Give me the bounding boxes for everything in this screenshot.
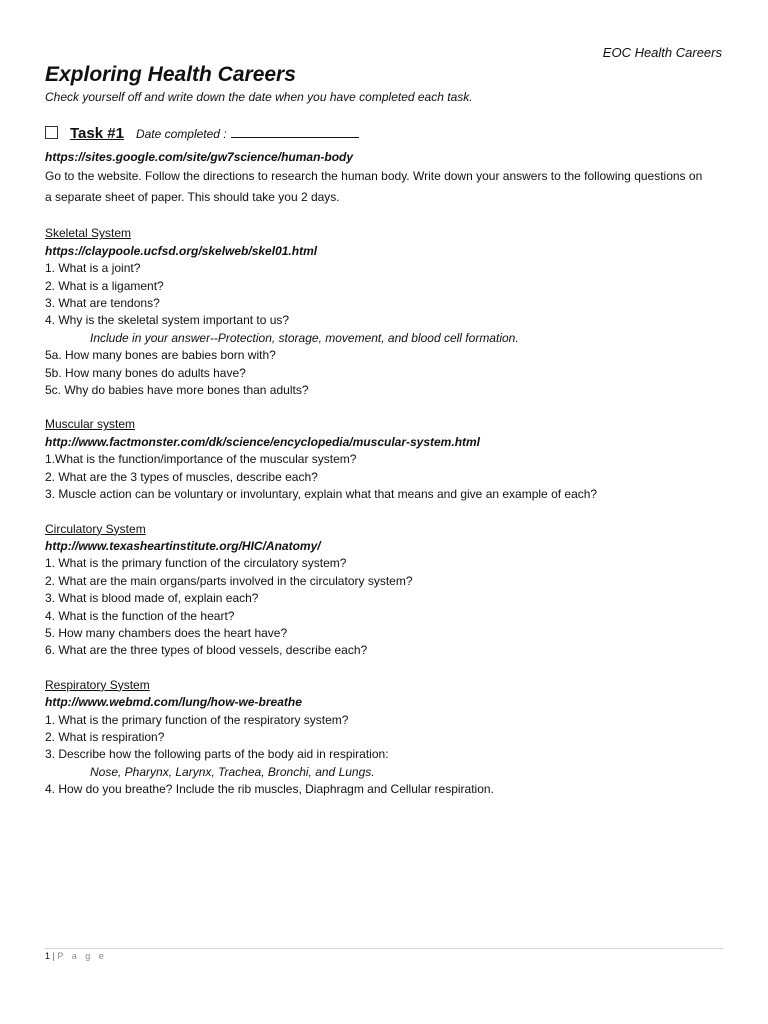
- question: 1. What is a joint?: [45, 261, 141, 276]
- footer-separator: |: [52, 951, 55, 961]
- page-number: 1: [45, 951, 51, 961]
- question: 5a. How many bones are babies born with?: [45, 348, 276, 363]
- question: 3. Muscle action can be voluntary or involuntary, explain what that means and give an example of each?: [45, 487, 598, 502]
- question: 2. What are the main organs/parts involved in the circulatory system?: [45, 573, 413, 588]
- section-title: Muscular system: [45, 417, 136, 432]
- skeletal-section: [45, 225, 705, 399]
- section-url: https://claypoole.ucfsd.org/skelweb/skel01.html: [45, 243, 318, 258]
- section-url: http://www.factmonster.com/dk/science/encyclopedia/muscular-system.html: [45, 434, 481, 449]
- section-title: Circulatory System: [45, 521, 146, 536]
- question-note: Include in your answer--Protection, storage, movement, and blood cell formation.: [90, 330, 519, 345]
- question: 4. What is the function of the heart?: [45, 608, 235, 623]
- section-url: http://www.webmd.com/lung/how-we-breathe: [45, 695, 302, 710]
- question: 6. What are the three types of blood vessels, describe each?: [45, 643, 368, 658]
- question: 4. How do you breathe? Include the rib muscles, Diaphragm and Cellular respiration.: [45, 782, 494, 797]
- footer-divider: [45, 948, 723, 949]
- question: 4. Why is the skeletal system important to us?: [45, 313, 290, 328]
- question: 2. What are the 3 types of muscles, describe each?: [45, 469, 318, 484]
- question: 1. What is the primary function of the respiratory system?: [45, 712, 349, 727]
- question: 3. What are tendons?: [45, 296, 160, 311]
- question: 2. What is a ligament?: [45, 278, 164, 293]
- question-note: Nose, Pharynx, Larynx, Trachea, Bronchi, and Lungs.: [90, 764, 375, 779]
- page-title: Exploring Health Careers: [45, 63, 296, 86]
- task-instructions: Go to the website. Follow the directions to research the human body. Write down your answers to the following questions on a separate sheet of paper. This should take you 2 days.: [45, 169, 703, 205]
- question: 5b. How many bones do adults have?: [45, 365, 246, 380]
- page-word: P a g e: [57, 951, 107, 961]
- question: 2. What is respiration?: [45, 729, 165, 744]
- task-url: https://sites.google.com/site/gw7science/human-body: [45, 150, 354, 164]
- respiratory-section: [45, 677, 705, 799]
- task-header: [45, 125, 359, 142]
- section-title: Respiratory System: [45, 677, 150, 692]
- task-content: [45, 149, 705, 799]
- question: 3. Describe how the following parts of the body aid in respiration:: [45, 747, 389, 762]
- muscular-section: [45, 416, 705, 503]
- circulatory-section: [45, 521, 705, 660]
- running-header: EOC Health Careers: [602, 45, 722, 60]
- task-label: Task #1: [70, 125, 124, 142]
- question: 1.What is the function/importance of the muscular system?: [45, 452, 357, 467]
- section-url: http://www.texasheartinstitute.org/HIC/Anatomy/: [45, 538, 321, 553]
- page-subtitle: Check yourself off and write down the date when you have completed each task.: [45, 90, 473, 104]
- page-footer: [45, 951, 107, 961]
- question: 5c. Why do babies have more bones than adults?: [45, 383, 309, 398]
- question: 1. What is the primary function of the circulatory system?: [45, 556, 347, 571]
- question: 3. What is blood made of, explain each?: [45, 591, 259, 606]
- date-completed-blank: [231, 136, 359, 138]
- section-title: Skeletal System: [45, 226, 132, 241]
- question: 5. How many chambers does the heart have?: [45, 625, 288, 640]
- checkbox-icon: [45, 126, 58, 139]
- date-completed-label: Date completed :: [135, 127, 227, 141]
